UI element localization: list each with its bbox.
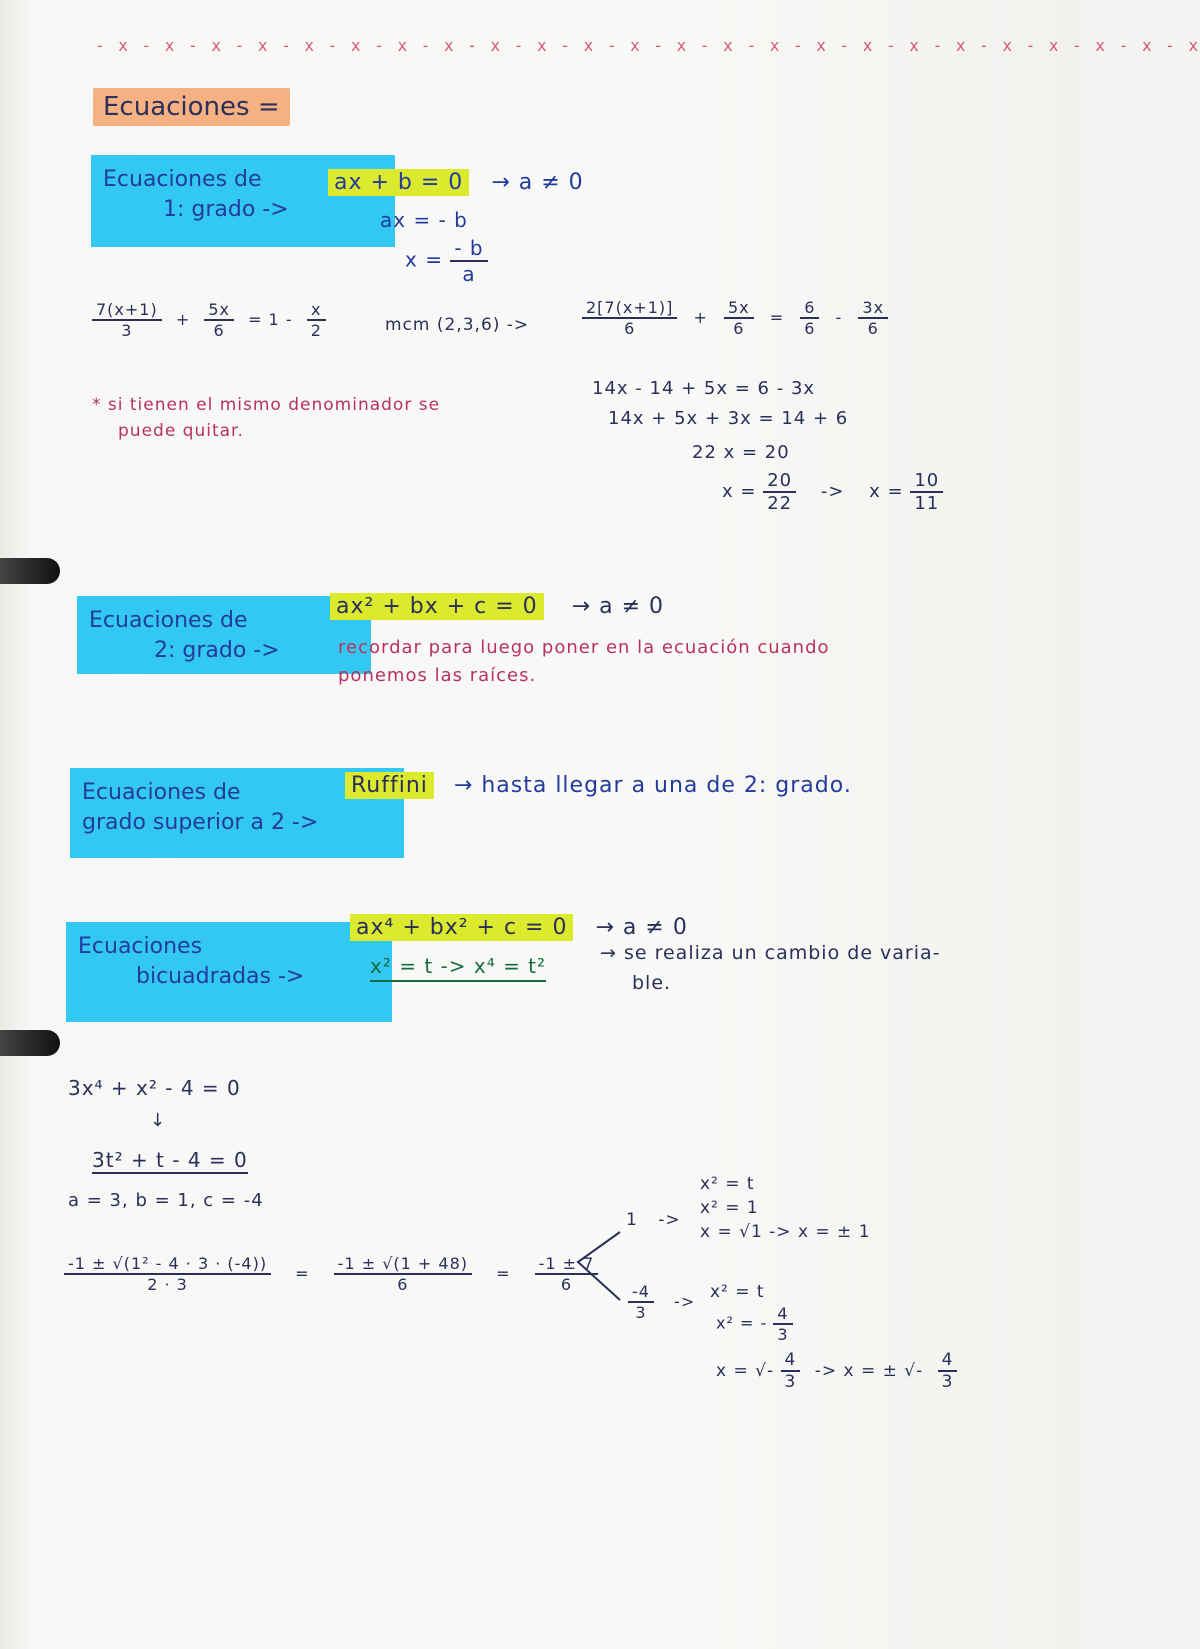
section-box-line: Ecuaciones de bbox=[103, 167, 262, 192]
work-line: x² = t bbox=[700, 1174, 755, 1194]
frac-num: 6 bbox=[800, 298, 819, 319]
frac-num: 4 bbox=[938, 1350, 958, 1372]
note-line: ponemos las raíces. bbox=[338, 665, 537, 686]
operator: = bbox=[496, 1263, 511, 1283]
frac-den: 6 bbox=[867, 319, 879, 338]
root-value: 1 bbox=[626, 1210, 638, 1230]
formula-biquadratic: ax⁴ + bx² + c = 0 bbox=[350, 914, 573, 941]
frac-num: 2[7(x+1)] bbox=[582, 298, 677, 319]
work-mid: -> x = ± √- bbox=[814, 1361, 924, 1381]
coefficients: a = 3, b = 1, c = -4 bbox=[68, 1190, 264, 1211]
note-line: puede quitar. bbox=[118, 421, 244, 441]
frac-num: 5x bbox=[724, 298, 754, 319]
condition-text: → a ≠ 0 bbox=[571, 594, 664, 619]
arrow: -> bbox=[820, 481, 845, 502]
condition-text: → a ≠ 0 bbox=[595, 915, 688, 940]
ruffini-text: → hasta llegar a una de 2: grado. bbox=[453, 773, 852, 798]
frac-den: 3 bbox=[784, 1372, 797, 1392]
frac-num: -4 bbox=[628, 1282, 654, 1303]
operator: + bbox=[175, 309, 191, 329]
mcm-text: mcm (2,3,6) -> bbox=[385, 315, 530, 335]
frac-num: - b bbox=[450, 236, 487, 262]
solution-lhs: x = bbox=[722, 481, 757, 502]
frac-num: 5x bbox=[204, 300, 234, 321]
frac-den: 2 bbox=[310, 321, 322, 340]
work-lhs: x² = - bbox=[716, 1313, 768, 1333]
frac-num: 3x bbox=[858, 298, 888, 319]
section-box-line: bicuadradas -> bbox=[136, 964, 305, 989]
operator: = 1 - bbox=[248, 309, 293, 329]
frac-den: a bbox=[462, 262, 476, 286]
section-box-line: Ecuaciones de bbox=[89, 608, 248, 633]
frac-den: 6 bbox=[624, 319, 636, 338]
work-line: x = √1 -> x = ± 1 bbox=[700, 1222, 871, 1242]
solution-lhs: x = bbox=[869, 481, 904, 502]
frac-den: 6 bbox=[213, 321, 225, 340]
work-line: x² = 1 bbox=[700, 1198, 759, 1218]
frac-num: -1 ± 7 bbox=[535, 1254, 599, 1275]
frac-den: 2 · 3 bbox=[147, 1275, 188, 1294]
down-arrow: ↓ bbox=[150, 1110, 167, 1131]
solution-line: 14x + 5x + 3x = 14 + 6 bbox=[608, 408, 849, 429]
formula-first-degree: ax + b = 0 bbox=[328, 169, 469, 196]
frac-num: 4 bbox=[781, 1350, 801, 1372]
section-box-line: 2: grado -> bbox=[154, 638, 280, 663]
frac-num: 20 bbox=[763, 470, 796, 493]
note-line: * si tienen el mismo denominador se bbox=[92, 395, 441, 415]
work-line: x² = t bbox=[710, 1282, 765, 1302]
section-box-line: 1: grado -> bbox=[163, 197, 289, 222]
frac-den: 3 bbox=[941, 1372, 954, 1392]
example-biquadratic: 3x⁴ + x² - 4 = 0 bbox=[68, 1076, 241, 1100]
frac-num: -1 ± √(1 + 48) bbox=[334, 1254, 472, 1275]
condition-text: → a ≠ 0 bbox=[491, 170, 584, 195]
frac-den: 3 bbox=[635, 1303, 647, 1322]
work-line-fraction bbox=[716, 1304, 793, 1344]
frac-den: 22 bbox=[767, 493, 793, 514]
solution-line: 22 x = 20 bbox=[692, 442, 790, 463]
arrow: -> bbox=[674, 1291, 696, 1311]
solution-line: 14x - 14 + 5x = 6 - 3x bbox=[592, 378, 816, 399]
solve-step-lhs: x = bbox=[405, 247, 443, 272]
section-box-line: grado superior a 2 -> bbox=[82, 810, 319, 835]
frac-den: 3 bbox=[777, 1325, 789, 1344]
frac-den: 6 bbox=[804, 319, 816, 338]
frac-den: 6 bbox=[733, 319, 745, 338]
operator: = bbox=[295, 1263, 310, 1283]
frac-num: 10 bbox=[910, 470, 943, 493]
solve-step: ax = - b bbox=[380, 208, 468, 232]
substitution: x² = t -> x⁴ = t² bbox=[370, 954, 546, 982]
ruffini-label: Ruffini bbox=[345, 772, 434, 799]
root-one-work bbox=[700, 1172, 871, 1244]
root-one bbox=[626, 1210, 681, 1230]
note-line: recordar para luego poner en la ecuación cuando bbox=[338, 637, 830, 658]
frac-den: 6 bbox=[560, 1275, 573, 1294]
example-rewritten: $\frac{2[7(x+1)]}{6}$ + $\frac{5x}{6}$ = $\frac{6}{6}$ - $\frac{3x}{6}$ bbox=[582, 298, 888, 338]
section-box-line: Ecuaciones de bbox=[82, 780, 241, 805]
frac-den: 3 bbox=[121, 321, 133, 340]
note-line: ble. bbox=[632, 972, 672, 994]
section-box-line: Ecuaciones bbox=[78, 934, 203, 959]
decorative-dash-line: - x - x - x - x - x - x - x - x - x - x - x - x - x - x - x - x - x - x - x - x - x - x - x - x bbox=[95, 36, 1200, 55]
frac-num: x bbox=[307, 300, 325, 321]
operator: - bbox=[835, 307, 843, 327]
page-title: Ecuaciones = bbox=[93, 88, 290, 126]
frac-num: 7(x+1) bbox=[92, 300, 162, 321]
formula-second-degree: ax² + bx + c = 0 bbox=[330, 593, 544, 620]
frac-num: 4 bbox=[773, 1304, 792, 1325]
note-line: → se realiza un cambio de varia- bbox=[600, 942, 941, 964]
root-two bbox=[628, 1282, 695, 1322]
substituted-equation: 3t² + t - 4 = 0 bbox=[92, 1148, 248, 1172]
frac-num: -1 ± √(1² - 4 · 3 · (-4)) bbox=[64, 1254, 271, 1275]
work-lhs: x = √- bbox=[716, 1361, 775, 1381]
operator: = bbox=[769, 307, 785, 327]
frac-den: 6 bbox=[397, 1275, 409, 1294]
frac-den: 11 bbox=[914, 493, 940, 514]
arrow: -> bbox=[658, 1210, 681, 1230]
work-line-fraction bbox=[716, 1350, 957, 1392]
